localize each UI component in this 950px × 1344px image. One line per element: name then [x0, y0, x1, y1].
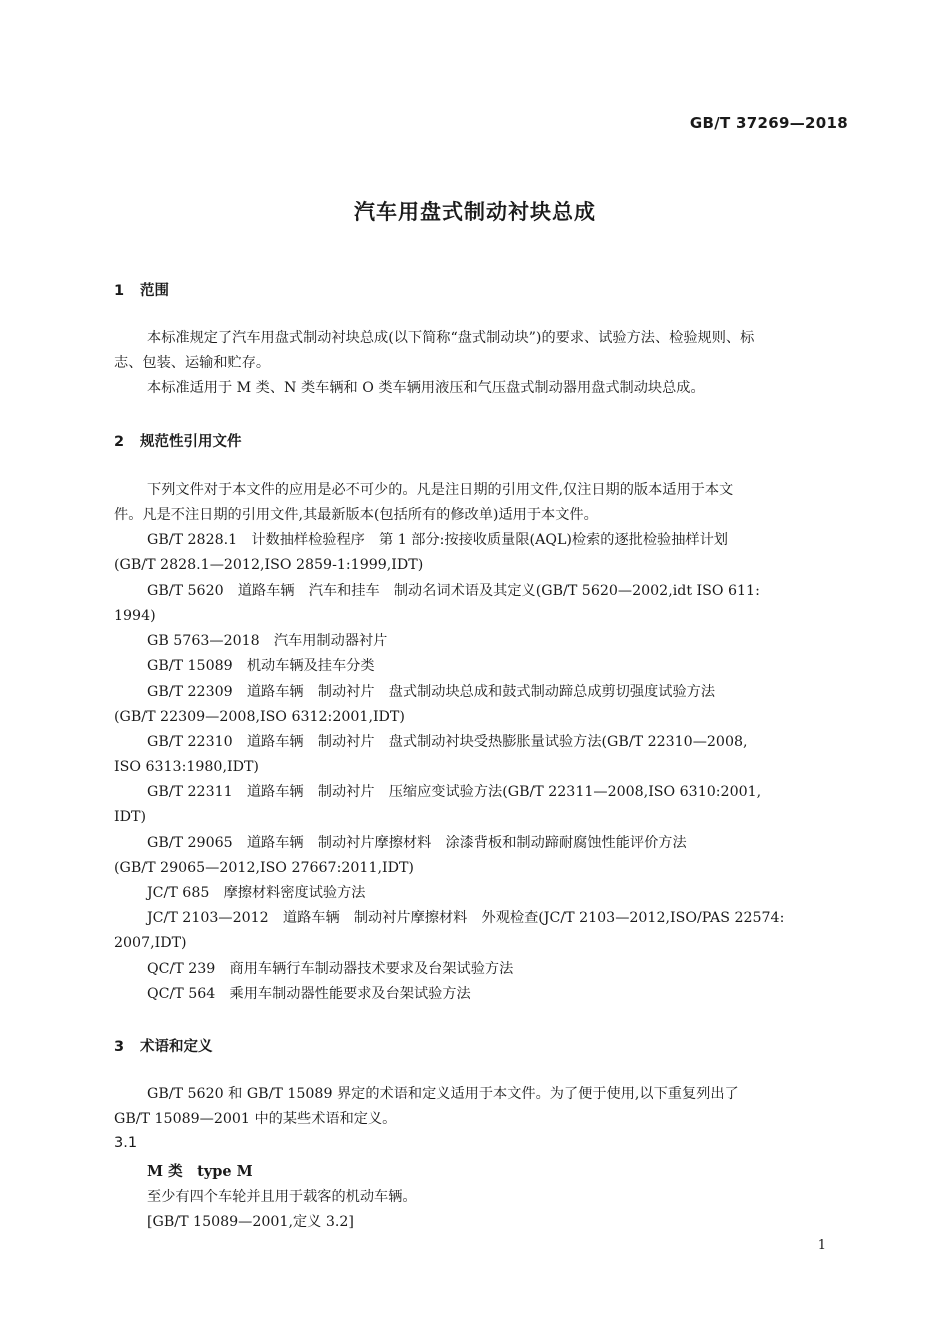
term-source: [GB/T 15089—2001,定义 3.2]: [147, 1214, 354, 1230]
section-number: 2: [114, 434, 125, 450]
reference-item: GB/T 15089 机动车辆及挂车分类: [147, 658, 375, 674]
section-1-heading: [114, 279, 169, 300]
reference-item: QC/T 239 商用车辆行车制动器技术要求及台架试验方法: [147, 961, 514, 977]
scope-paragraph: 本标准适用于 M 类、N 类车辆和 O 类车辆用液压和气压盘式制动器用盘式制动块总成。: [147, 380, 705, 396]
standard-number: GB/T 37269—2018: [689, 114, 848, 132]
term-name: M 类 type M: [147, 1163, 253, 1180]
reference-item: GB 5763—2018 汽车用制动器衬片: [147, 633, 388, 649]
reference-item-cont: IDT): [114, 809, 146, 825]
section-number: 3: [114, 1039, 125, 1055]
reference-item: GB/T 29065 道路车辆 制动衬片摩擦材料 涂漆背板和制动蹄耐腐蚀性能评价方法: [147, 835, 687, 851]
reference-item-cont: (GB/T 22309—2008,ISO 6312:2001,IDT): [114, 709, 405, 725]
reference-item-cont: 2007,IDT): [114, 935, 187, 951]
reference-item: JC/T 685 摩擦材料密度试验方法: [147, 885, 366, 901]
section-3-heading: [114, 1035, 213, 1056]
reference-item: GB/T 22309 道路车辆 制动衬片 盘式制动块总成和鼓式制动蹄总成剪切强度试验方法: [147, 684, 716, 700]
section-number: 1: [114, 283, 125, 299]
section-title: 范围: [140, 283, 169, 299]
section-title: 术语和定义: [140, 1039, 213, 1055]
reference-item-cont: (GB/T 2828.1—2012,ISO 2859-1:1999,IDT): [114, 557, 424, 573]
terms-intro-line: GB/T 5620 和 GB/T 15089 界定的术语和定义适用于本文件。为了便于使用,以下重复列出了: [147, 1086, 739, 1102]
section-2-heading: [114, 430, 242, 451]
page-number: 1: [817, 1238, 826, 1253]
reference-item: GB/T 22311 道路车辆 制动衬片 压缩应变试验方法(GB/T 22311—2008,ISO 6310:2001,: [147, 784, 762, 800]
reference-item-cont: (GB/T 29065—2012,ISO 27667:2011,IDT): [114, 860, 414, 876]
reference-item: GB/T 22310 道路车辆 制动衬片 盘式制动衬块受热膨胀量试验方法(GB/T 22310—2008,: [147, 734, 748, 750]
reference-item: GB/T 2828.1 计数抽样检验程序 第 1 部分:按接收质量限(AQL)检索的逐批检验抽样计划: [147, 532, 728, 548]
reference-item: GB/T 5620 道路车辆 汽车和挂车 制动名词术语及其定义(GB/T 5620—2002,idt ISO 611:: [147, 583, 760, 599]
term-definition: 至少有四个车轮并且用于载客的机动车辆。: [147, 1189, 417, 1205]
scope-paragraph-line: 志、包装、运输和贮存。: [114, 355, 271, 371]
reference-item-cont: 1994): [114, 608, 156, 624]
scope-paragraph-line: 本标准规定了汽车用盘式制动衬块总成(以下简称“盘式制动块”)的要求、试验方法、检验规则、标: [147, 330, 755, 346]
section-title: 规范性引用文件: [140, 434, 242, 450]
term-number: 3.1: [114, 1135, 138, 1151]
terms-intro-line: GB/T 15089—2001 中的某些术语和定义。: [114, 1111, 397, 1127]
reference-item: JC/T 2103—2012 道路车辆 制动衬片摩擦材料 外观检查(JC/T 2103—2012,ISO/PAS 22574:: [147, 910, 785, 926]
references-intro-line: 件。凡是不注日期的引用文件,其最新版本(包括所有的修改单)适用于本文件。: [114, 507, 598, 523]
reference-item-cont: ISO 6313:1980,IDT): [114, 759, 259, 775]
document-title: 汽车用盘式制动衬块总成: [354, 200, 596, 224]
references-intro-line: 下列文件对于本文件的应用是必不可少的。凡是注日期的引用文件,仅注日期的版本适用于本文: [147, 482, 734, 498]
reference-item: QC/T 564 乘用车制动器性能要求及台架试验方法: [147, 986, 471, 1002]
